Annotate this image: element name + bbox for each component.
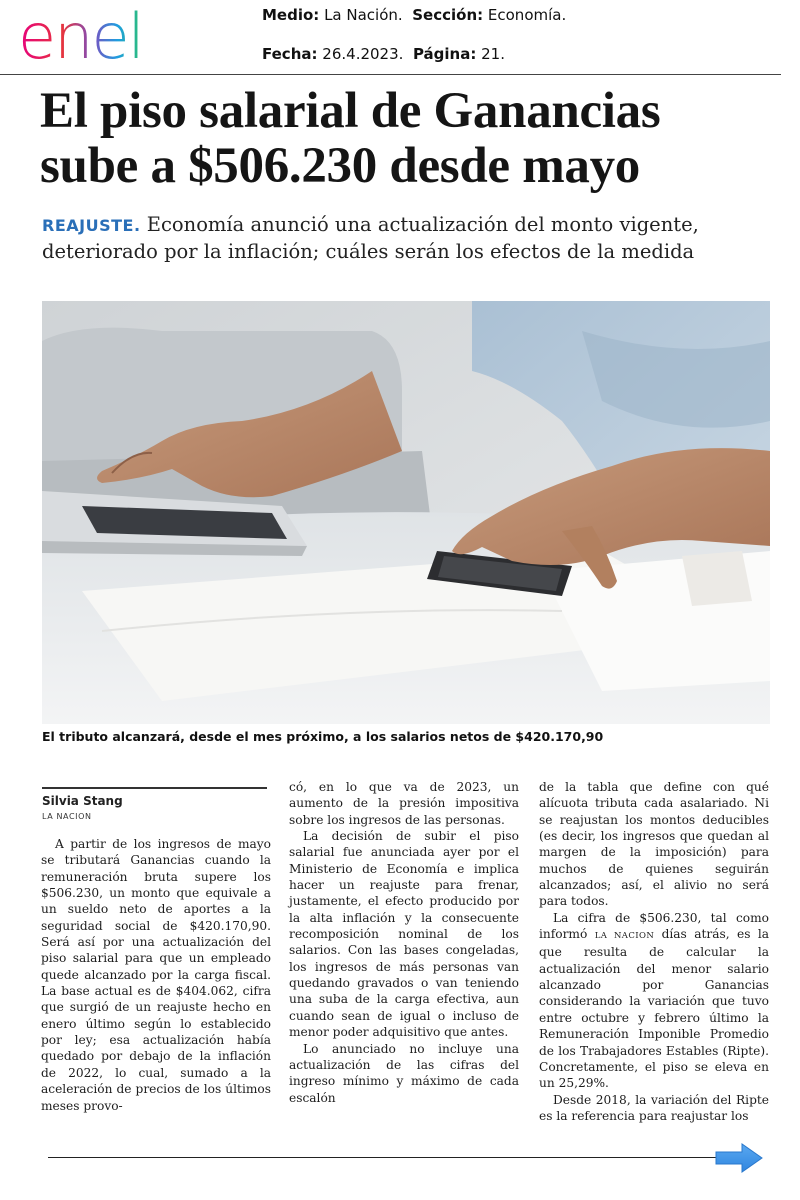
pagina-label: Página: [412,45,477,63]
byline-divider [42,787,267,789]
body-column-1 [41,836,271,1114]
medio-value: La Nación. [324,6,403,24]
paragraph-text: La cifra de $506.230, tal como informó [539,910,769,942]
author-outlet: LA NACION [42,812,92,821]
headline: El piso salarial de Ganancias sube a $506.230 desde mayo [40,83,661,194]
paragraph: Desde 2018, la variación del Ripte es la referencia para reajustar los [539,1092,769,1123]
pagina-value: 21. [481,45,505,63]
paragraph [539,910,769,1092]
paragraph: La decisión de subir el piso salarial fue anunciada ayer por el Ministerio de Economía e implica hacer un reajuste para frenar, justamente, el efecto producido por la alta inflación y la consecuente recomposición nominal de los salarios. Con las bases congeladas, los ingresos de más personas van quedando gravados o van teniendo una suba de la carga efectiva, aun cuando sean de igual o incluso de menor poder adquisitivo que antes. [289,829,519,1040]
seccion-value: Economía. [487,6,567,24]
fecha-label: Fecha: [262,45,318,63]
deck-text: Economía anunció una actualización del monto vigente, deteriorado por la inflación; cuáles serán los efectos de la medida [42,213,699,263]
enel-logo [18,4,178,68]
paragraph: Lo anunciado no incluye una actualización de las cifras del ingreso mínimo y máximo de cada escalón [289,1041,519,1105]
paragraph: có, en lo que va de 2023, un aumento de la presión impositiva sobre los ingresos de las personas. [289,780,519,827]
fecha-value: 26.4.2023. [322,45,404,63]
paragraph: A partir de los ingresos de mayo se tributará Ganancias cuando la remuneración bruta supere los $506.230, un monto que equivale a un sueldo neto de aportes a la seguridad social de $420.170,90. Será así por una actualización del piso salarial para que un empleado quede alcanzado por la carga fiscal. La base actual es de $404.062, cifra que surgió de un reajuste hecho en enero último según lo establecido por ley; esa actualización había quedado por debajo de la inflación de 2022, lo cual, sumado a la aceleración de precios de los últimos meses provo- [41,837,271,1113]
body-column-3 [539,779,769,1124]
body-column-2 [289,779,519,1106]
deck [42,212,772,265]
author-name: Silvia Stang [42,794,123,808]
header-divider [0,74,781,75]
svg-text:enel: enel [18,4,143,68]
photo-caption: El tributo alcanzará, desde el mes próximo, a los salarios netos de $420.170,90 [42,729,604,744]
footer-divider [48,1157,728,1158]
seccion-label: Sección: [412,6,484,24]
medio-label: Medio: [262,6,320,24]
paragraph-text: días atrás, es la que resulta de calcular la actualización del menor salario alcanzado por Ganancias considerando la variación que tuvo entre octubre y febrero último la Remuneración Imponible Promedio de los Trabajadores Estables (Ripte). Concretamente, el piso se eleva en un 25,29%. [539,927,770,1091]
next-page-arrow-icon[interactable] [714,1142,764,1174]
source-line [262,6,742,24]
date-line [262,45,742,63]
article-photo [42,301,770,724]
paragraph: de la tabla que define con qué alícuota tributa cada asalariado. Ni se reajustan los montos deducibles (es decir, los ingresos que quedan al margen de la imposición) para muchos de quienes seguirán alcanzados; así, el alivio no será para todos. [539,780,769,909]
outlet-mention: LA NACION [594,931,655,942]
kicker: REAJUSTE. [42,216,141,235]
